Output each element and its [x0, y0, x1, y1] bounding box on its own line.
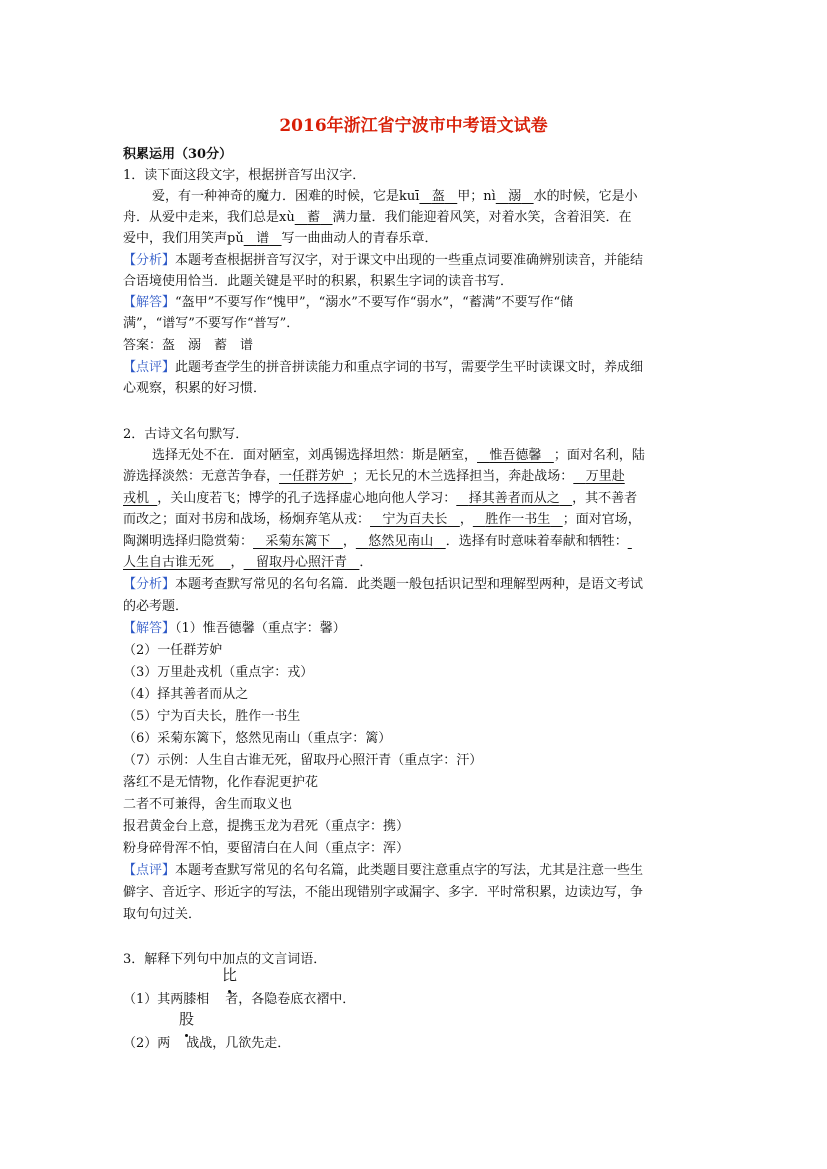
q2-answer-item: 落红不是无情物，化作春泥更护花 — [123, 775, 319, 790]
q2-answer-item: 报君黄金台上意，提携玉龙为君死（重点字：携） — [123, 819, 410, 834]
blank-answer: 悠然见南山 — [368, 534, 434, 549]
analysis-tag: 【分析】 — [123, 253, 176, 268]
section-heading: 积累运用（30分） — [123, 147, 233, 162]
q1-comment-cont: 心观察，积累的好习惯． — [123, 381, 267, 396]
blank-answer: 惟吾德馨 — [489, 448, 542, 463]
q2-stem: 2．古诗文名句默写． — [123, 427, 249, 442]
blank-answer: 留取丹心照汗青 — [255, 555, 347, 570]
q2-passage-line-1: 选择无处不在．面对陋室，刘禹锡选择坦然：斯是陋室， 惟吾德馨 ；面对名利，陆 — [152, 448, 645, 463]
blank-answer: 人生自古谁无死 — [123, 555, 215, 570]
q3-sentence-1: （1）其两膝相 者，各隐卷底衣褶中． — [123, 992, 356, 1007]
q2-solution: 【解答】（1）惟吾德馨（重点字：馨） — [123, 621, 346, 636]
blank-answer: 谱 — [256, 231, 270, 246]
q2-passage-line-3: 戎机 ，关山度若飞；博学的孔子选择虚心地向他人学习： 择其善者而从之 ，其不善者 — [123, 491, 638, 506]
q1-analysis: 【分析】本题考查根据拼音写汉字，对于课文中出现的一些重点词要准确辨别读音，并能结 — [123, 253, 644, 268]
blank-answer: 蓄 — [307, 210, 321, 225]
q1-passage-line-3: 爱中，我们用笑声pǔ 谱 写一曲曲动人的青春乐章． — [123, 231, 438, 246]
blank-answer: 择其善者而从之 — [468, 491, 560, 506]
blank-answer: 采菊东篱下 — [265, 534, 331, 549]
blank-answer: 胜作一书生 — [485, 512, 551, 527]
dotted-word-2: 股 — [179, 1010, 195, 1028]
q2-answer-item: （5）宁为百夫长，胜作一书生 — [123, 709, 301, 724]
q1-comment: 【点评】此题考查学生的拼音拼读能力和重点字词的书写，需要学生平时读课文时，养成细 — [123, 360, 644, 375]
blank-answer: 溺 — [508, 189, 522, 204]
q1-passage-line-2: 舟．从爱中走来，我们总是xù 蓄 满力量．我们能迎着风笑，对着水笑，含着泪笑．在 — [123, 210, 632, 225]
q2-answer-item: 二者不可兼得，舍生而取义也 — [123, 797, 293, 812]
q2-answer-item: （3）万里赴戎机（重点字：戎） — [123, 665, 314, 680]
q2-answer-item: （2）一任群芳妒 — [123, 643, 223, 658]
q2-analysis-cont: 的必考题． — [123, 599, 189, 614]
q2-answer-item: 粉身碎骨浑不怕，要留清白在人间（重点字：浑） — [123, 841, 410, 856]
q1-analysis-cont: 合语境使用恰当．此题关键是平时的积累，积累生字词的读音书写． — [123, 274, 514, 289]
dotted-word-1: 比 — [222, 966, 238, 984]
q2-comment-cont: 取句句过关． — [123, 907, 202, 922]
solution-tag: 【解答】 — [123, 295, 176, 310]
q3-sentence-2: （2）两 战战，几欲先走． — [123, 1036, 291, 1051]
blank-answer: 盔 — [431, 189, 445, 204]
solution-tag: 【解答】 — [123, 621, 176, 636]
blank-answer: 一任群芳妒 — [279, 469, 345, 484]
blank-answer: 戎机 — [123, 491, 150, 506]
comment-tag: 【点评】 — [123, 360, 176, 375]
q2-analysis: 【分析】本题考查默写常见的名句名篇．此类题一般包括识记型和理解型两种，是语文考试 — [123, 577, 644, 592]
q1-answer: 答案：盔 溺 蓄 谱 — [123, 338, 254, 353]
q1-solution-cont: 满”，“谱写”不要写作“普写”． — [123, 316, 300, 331]
q2-passage-line-5: 陶渊明选择归隐赏菊： 采菊东篱下 ， 悠然见南山 ．选择有时意味着奉献和牺牲： — [123, 534, 628, 549]
q3-stem: 3．解释下列句中加点的文言词语． — [123, 952, 327, 967]
q1-passage-line-1: 爱，有一种神奇的魔力．困难的时候，它是kuī 盔 甲；nì 溺 水的时候，它是小 — [152, 189, 638, 204]
blank-answer: 万里赴 — [585, 469, 625, 484]
q2-answer-item: （7）示例：人生自古谁无死，留取丹心照汗青（重点字：汗） — [123, 753, 483, 768]
q2-passage-line-4: 而改之；面对书房和战场，杨炯弃笔从戎： 宁为百夫长 ， 胜作一书生 ；面对官场， — [123, 512, 641, 527]
q2-passage-line-2: 游选择淡然：无意苦争春，一任群芳妒 ；无长兄的木兰选择担当，奔赴战场： 万里赴 — [123, 469, 625, 484]
q2-comment: 【点评】本题考查默写常见的名句名篇，此类题目要注意重点字的写法，尤其是注意一些生 — [123, 863, 644, 878]
q1-stem: 1．读下面这段文字，根据拼音写出汉字． — [123, 168, 366, 183]
exam-title: 2016年浙江省宁波市中考语文试卷 — [279, 116, 548, 136]
q2-comment-cont: 僻字、音近字、形近字的写法，不能出现错别字或漏字、多字．平时常积累，边读边写，争 — [123, 885, 644, 900]
q1-solution: 【解答】“盔甲”不要写作“愧甲”，“溺水”不要写作“弱水”，“蓄满”不要写作“储 — [123, 295, 574, 310]
q2-answer-item: （6）采菊东篱下，悠然见南山（重点字：篱） — [123, 731, 392, 746]
q2-passage-line-6: 人生自古谁无死 ， 留取丹心照汗青 ． — [123, 555, 373, 570]
q2-answer-item: （4）择其善者而从之 — [123, 687, 249, 702]
comment-tag: 【点评】 — [123, 863, 176, 878]
blank-answer: 宁为百夫长 — [382, 512, 448, 527]
analysis-tag: 【分析】 — [123, 577, 176, 592]
